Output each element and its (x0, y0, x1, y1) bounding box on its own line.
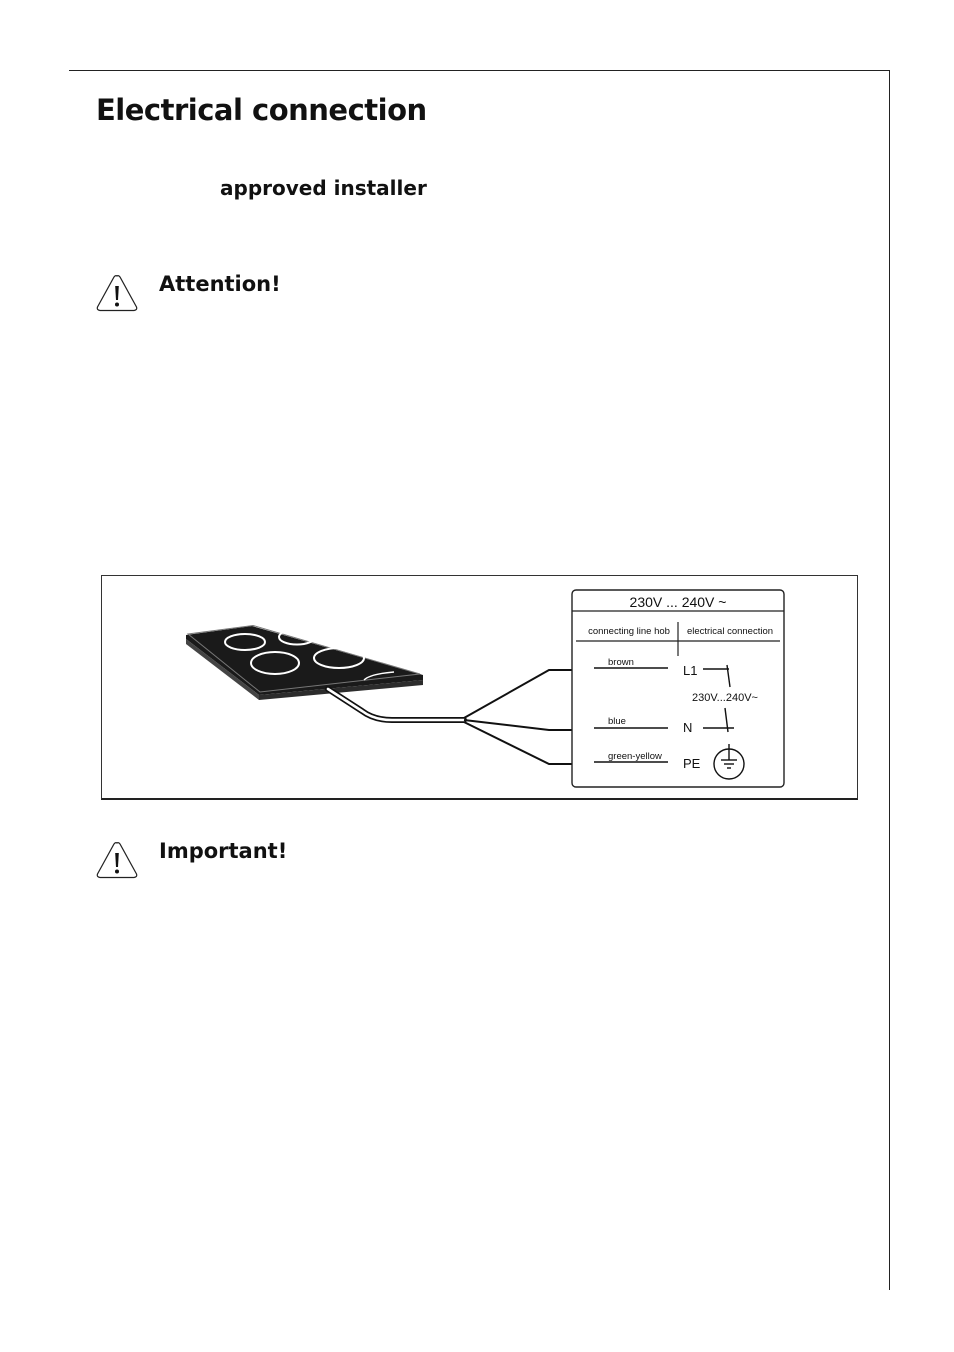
terminal-n: N (683, 720, 693, 735)
voltage-mid: 230V...240V~ (692, 692, 758, 704)
top-rule (69, 70, 890, 71)
attention-heading: Attention! (159, 272, 281, 296)
warning-triangle-icon (95, 840, 139, 880)
important-heading: Important! (159, 839, 288, 863)
terminal-l1: L1 (683, 663, 698, 678)
wire-label-green-yellow: green-yellow (608, 751, 662, 762)
page-title: Electrical connection (96, 93, 427, 127)
column-connecting-line-hob: connecting line hob (588, 626, 670, 637)
connection-diagram (101, 575, 858, 800)
subheading: approved installer (220, 176, 427, 200)
wire-label-blue: blue (608, 716, 626, 727)
terminal-pe: PE (683, 756, 701, 771)
right-rule (889, 70, 890, 1290)
voltage-header: 230V ... 240V ~ (629, 594, 727, 610)
wire-label-brown: brown (608, 657, 634, 668)
column-electrical-connection: electrical connection (686, 626, 774, 637)
warning-triangle-icon (95, 273, 139, 313)
terminal-table (572, 590, 784, 787)
hob-illustration (186, 626, 423, 701)
